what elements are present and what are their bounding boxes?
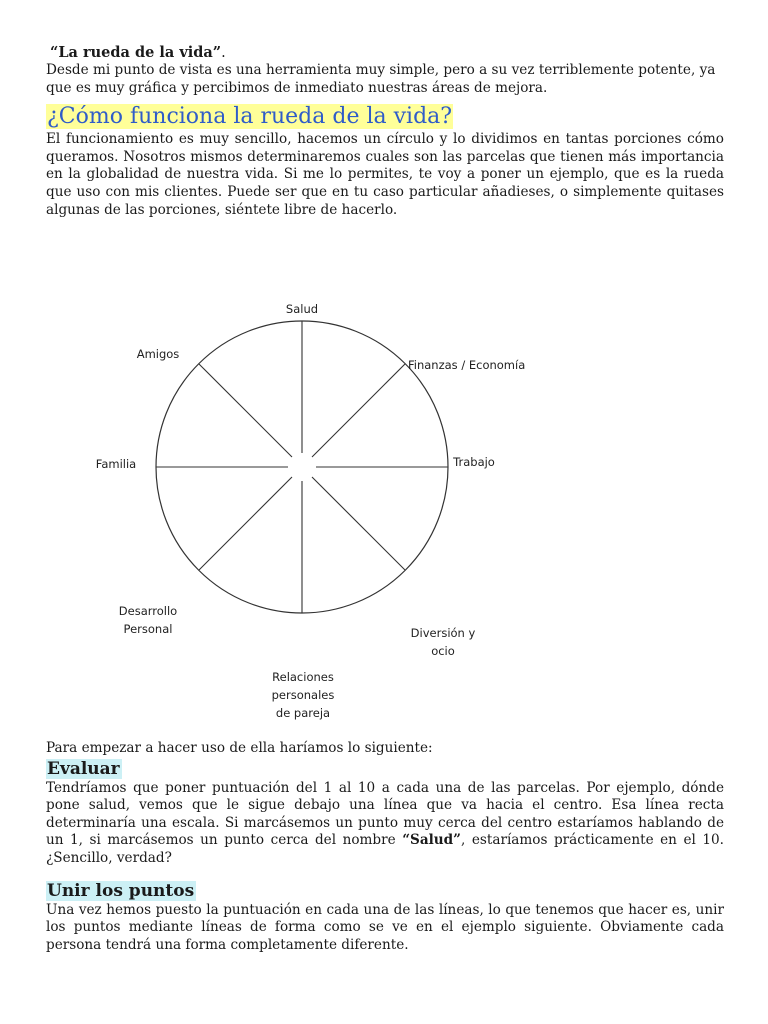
section-heading-text: ¿Cómo funciona la rueda de la vida? xyxy=(47,104,453,130)
unir-paragraph: Una vez hemos puesto la puntuación en cada una de las líneas, lo que tenemos que hacer es, unir los puntos mediante líneas de forma como se ve en el ejemplo siguiente. Obviamente cada persona tendrá una forma completamente diferente. xyxy=(46,901,724,953)
wheel-label-relaciones-line2: personales xyxy=(271,688,335,702)
wheel-label-trabajo: Trabajo xyxy=(453,455,495,469)
intro-title-text: “La rueda de la vida” xyxy=(50,44,222,61)
wheel-label-diversion xyxy=(398,624,488,660)
wheel-label-desarrollo-line2: Personal xyxy=(123,622,173,636)
wheel-spokes xyxy=(156,321,448,613)
heading-evaluar-text: Evaluar xyxy=(47,758,120,779)
wheel-label-desarrollo xyxy=(108,602,188,638)
evaluation-section xyxy=(46,740,724,954)
lead-in-text: Para empezar a hacer uso de ella haríamos lo siguiente: xyxy=(46,740,433,756)
wheel-label-salud: Salud xyxy=(285,302,319,316)
spoke-finanzas xyxy=(312,364,405,457)
wheel-label-relaciones xyxy=(258,668,348,722)
spoke-amigos xyxy=(199,364,292,457)
intro-title xyxy=(50,44,724,62)
heading-evaluar xyxy=(46,758,724,780)
wheel-label-diversion-line2: ocio xyxy=(431,644,455,658)
heading-unir-puntos xyxy=(46,880,724,902)
evaluar-text-after: , estaríamos prácticamente en el 10. ¿Sencillo, verdad? xyxy=(46,832,724,866)
wheel-of-life-diagram xyxy=(46,294,724,734)
wheel-label-desarrollo-line1: Desarrollo xyxy=(118,604,178,618)
wheel-label-relaciones-line3: de pareja xyxy=(275,706,331,720)
evaluar-bold-salud: “Salud” xyxy=(402,832,462,849)
wheel-label-diversion-line1: Diversión y xyxy=(410,626,476,640)
spoke-desarrollo xyxy=(199,477,292,570)
wheel-label-finanzas: Finanzas / Economía xyxy=(408,358,526,372)
heading-unir-text: Unir los puntos xyxy=(47,880,195,901)
section1-paragraph: El funcionamiento es muy sencillo, hacemos un círculo y lo dividimos en tantas porciones cómo queramos. Nosotros mismos determinaremos cuales son las parcelas que tienen más importancia en la globalidad de nuestra vida. Si me lo permites, te voy a poner un ejemplo, que es la rueda que uso con mis clientes. Puede ser que en tu caso particular añadieses, o simplemente quitases algunas de las porciones, siéntete libre de hacerlo. xyxy=(46,131,724,218)
spoke-diversion xyxy=(312,477,405,570)
evaluar-text-before: Tendríamos que poner puntuación del 1 al 10 a cada una de las parcelas. Por ejemplo, dónde pone salud, vemos que le sigue debajo una línea que va hacia el centro. Esa línea recta determinaría una escala. Si marcásemos un punto muy cerca del centro estaríamos hablando de un 1, si marcásemos un punto cerca del nombre xyxy=(46,779,724,849)
wheel-label-relaciones-line1: Relaciones xyxy=(272,670,334,684)
intro-paragraph: Desde mi punto de vista es una herramienta muy simple, pero a su vez terriblemente potente, ya que es muy gráfica y percibimos de inmediato nuestras áreas de mejora. xyxy=(46,62,716,96)
intro-title-period: . xyxy=(221,45,226,61)
section-heading-como-funciona xyxy=(46,103,724,131)
evaluar-paragraph xyxy=(46,780,724,868)
document-page xyxy=(46,44,724,953)
wheel-label-familia: Familia xyxy=(95,457,137,471)
wheel-label-amigos: Amigos xyxy=(136,347,180,361)
